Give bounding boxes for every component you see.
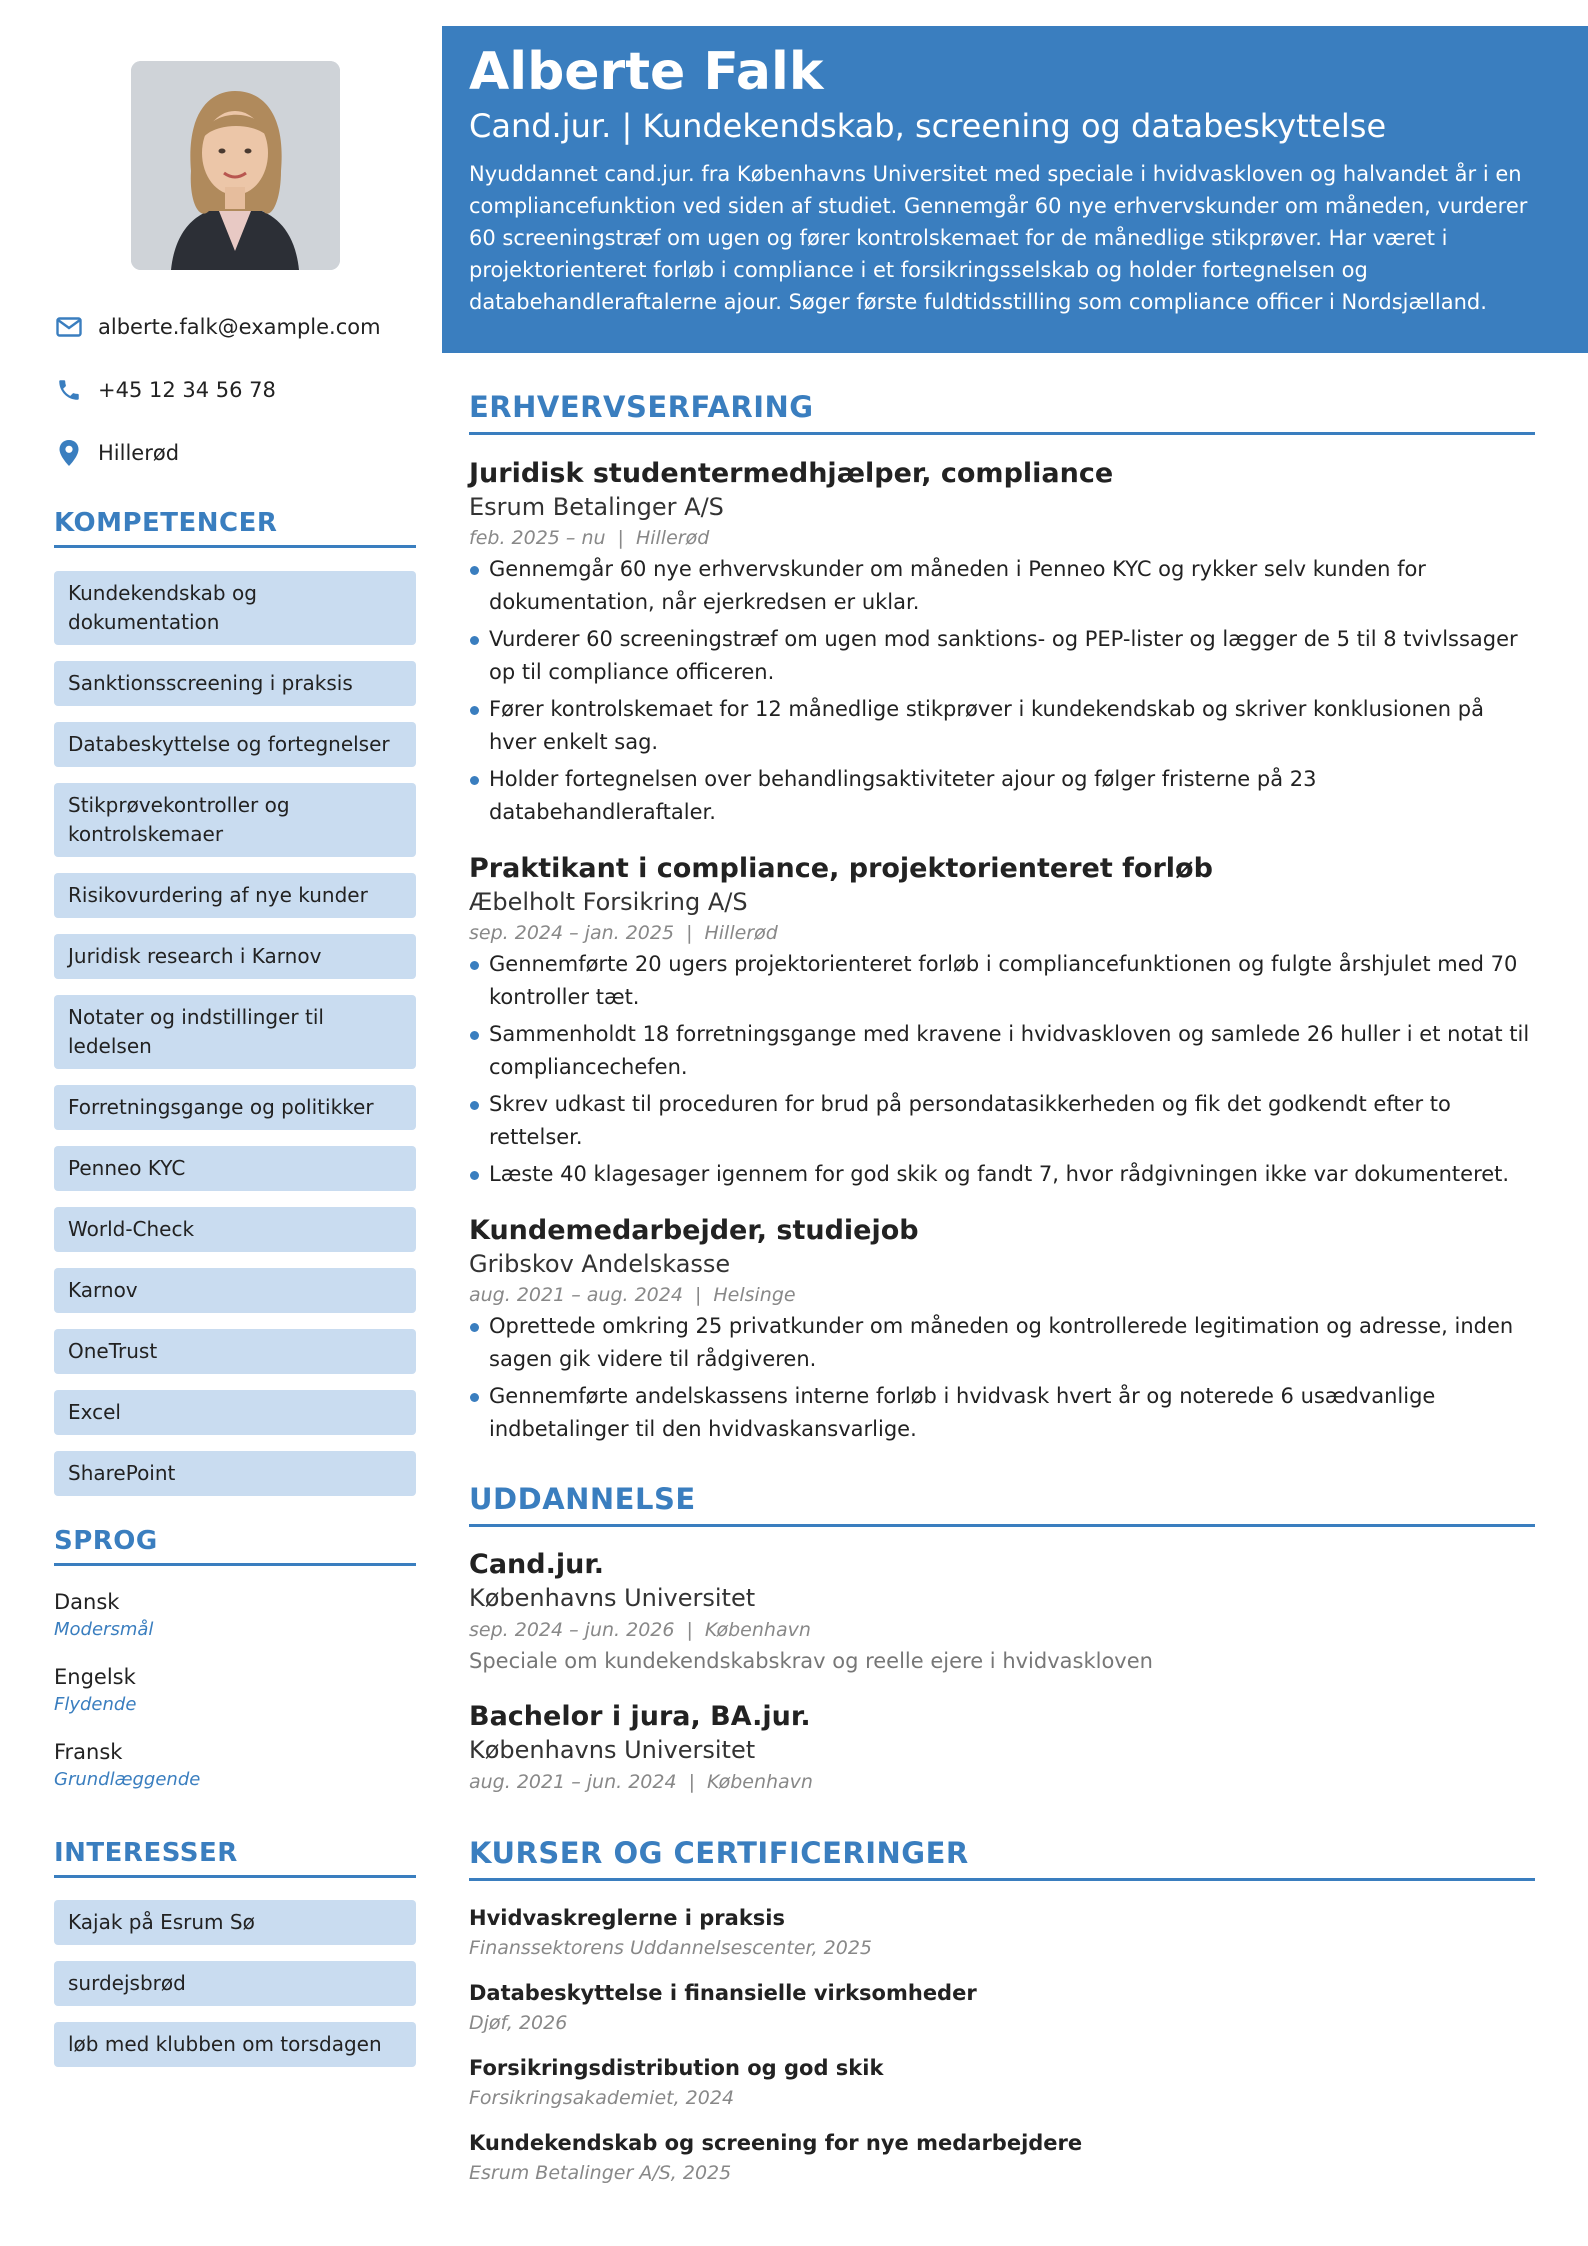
skill-chip: Stikprøvekontroller og kontrolskemaer [54,783,416,857]
meta-separator: | [686,1619,693,1641]
location-text: Hillerød [98,441,180,465]
skill-chip: Notater og indstillinger til ledelsen [54,995,416,1069]
language-item [54,1662,136,1718]
skill-chip: Risikovurdering af nye kunder [54,873,416,918]
job-bullet: Oprettede omkring 25 privatkunder om måneden og kontrollerede legitimation og adresse, inden sagen gik videre til rådgiveren. [469,1310,1535,1376]
meta-separator: | [617,527,624,549]
job-bullet: Gennemførte 20 ugers projektorienteret forløb i compliancefunktionen og fulgte årshjulet med 70 kontroller tæt. [469,948,1535,1014]
course-title: Kundekendskab og screening for nye medarbejdere [469,2131,1083,2155]
job-location: Hillerød [704,922,778,944]
job-company: Gribskov Andelskasse [469,1250,731,1278]
school-name: Københavns Universitet [469,1584,756,1612]
education-meta [469,1766,1535,1798]
language-level: Modersmål [54,1619,154,1640]
skill-chip: Sanktionsscreening i praksis [54,661,416,706]
job-bullet: Gennemgår 60 nye erhvervskunder om måneden i Penneo KYC og rykker selv kunden for dokumentation, når ejerkredsen er uklar. [469,553,1535,619]
contact-email[interactable] [54,312,416,342]
job-bullet: Vurderer 60 screeningstræf om ugen mod sanktions- og PEP-lister og lægger de 5 til 8 tvivlssager op til compliance officeren. [469,623,1535,689]
skill-chip: Kundekendskab og dokumentation [54,571,416,645]
course-title: Forsikringsdistribution og god skik [469,2056,884,2080]
education-period: aug. 2021 – jun. 2024 [469,1771,677,1793]
course-entry [469,2053,1535,2113]
interests-heading: INTERESSER [54,1838,416,1878]
job-company: Esrum Betalinger A/S [469,493,724,521]
job-location: Helsinge [713,1284,796,1306]
job-title: Juridisk studentermedhjælper, compliance [469,458,1114,489]
skill-chip: Forretningsgange og politikker [54,1085,416,1130]
education-description: Speciale om kundekendskabskrav og reelle ejere i hvidvaskloven [469,1649,1153,1673]
course-entry [469,2128,1535,2188]
education-entry [469,1548,1535,1676]
skill-chip: Karnov [54,1268,416,1313]
skill-chip: SharePoint [54,1451,416,1496]
person-name: Alberte Falk [469,42,824,102]
languages-heading: SPROG [54,1526,416,1566]
interest-chip: surdejsbrød [54,1961,416,2006]
experience-heading: ERHVERVSERFARING [469,390,1535,435]
course-meta: Djøf, 2026 [469,2012,568,2034]
profile-summary: Nyuddannet cand.jur. fra Københavns Universitet med speciale i hvidvaskloven og halvandet år i en compliancefunktion ved siden af studiet. Gennemgår 60 nye erhvervskunder om måneden, vurderer 60 screeningstræf om ugen og fører kontrolskemaet for de månedlige stikprøver. Har været i projektorienteret forløb i compliance i et forsikringsselskab og holder fortegnelsen og databehandleraftalerne ajour. Søger første fuldtidsstilling som compliance officer i Nordsjælland. [469,162,1528,314]
language-item [54,1737,200,1793]
language-name: Engelsk [54,1665,136,1689]
job-bullet: Sammenholdt 18 forretningsgange med kravene i hvidvaskloven og samlede 26 huller i et notat til compliancechefen. [469,1018,1535,1084]
job-meta [469,1280,1535,1310]
language-level: Flydende [54,1694,137,1715]
job-bullet: Læste 40 klagesager igennem for god skik og fandt 7, hvor rådgivningen ikke var dokumenteret. [469,1158,1535,1191]
degree-title: Bachelor i jura, BA.jur. [469,1701,811,1732]
job-bullet: Fører kontrolskemaet for 12 månedlige stikprøver i kundekendskab og skriver konklusionen på hver enkelt sag. [469,693,1535,759]
job-location: Hillerød [635,527,710,549]
interest-chip: Kajak på Esrum Sø [54,1900,416,1945]
header-banner [442,26,1588,353]
interest-chip: løb med klubben om torsdagen [54,2022,416,2067]
job-entry [469,457,1535,833]
job-bullet: Skrev udkast til proceduren for brud på persondatasikkerheden og fik det godkendt efter to rettelser. [469,1088,1535,1154]
interests-list [54,1900,416,2083]
meta-separator: | [686,922,693,944]
job-entry [469,1214,1535,1450]
course-title: Databeskyttelse i finansielle virksomheder [469,1981,977,2005]
education-entry [469,1700,1535,1798]
courses-heading: KURSER OG CERTIFICERINGER [469,1836,1535,1881]
job-meta [469,918,1535,948]
contact-phone[interactable] [54,375,416,405]
job-title: Praktikant i compliance, projektorienteret forløb [469,853,1213,884]
school-name: Københavns Universitet [469,1736,756,1764]
course-meta: Esrum Betalinger A/S, 2025 [469,2162,732,2184]
meta-separator: | [694,1284,702,1306]
language-level: Grundlæggende [54,1769,201,1790]
profile-photo [131,61,340,270]
skill-chip: Excel [54,1390,416,1435]
skills-list [54,571,416,1512]
skill-chip: OneTrust [54,1329,416,1374]
education-location: København [704,1619,811,1641]
language-name: Fransk [54,1740,123,1764]
skill-chip: World-Check [54,1207,416,1252]
contact-location [54,438,416,468]
phone-text: +45 12 34 56 78 [98,378,276,402]
job-bullet: Gennemførte andelskassens interne forløb i hvidvask hvert år og noterede 6 usædvanlige indbetalinger til den hvidvaskansvarlige. [469,1380,1535,1446]
meta-separator: | [688,1771,695,1793]
job-bullets [469,948,1535,1191]
skill-chip: Databeskyttelse og fortegnelser [54,722,416,767]
job-period: aug. 2021 – aug. 2024 [469,1284,683,1306]
language-item [54,1587,153,1643]
mail-icon [54,312,84,342]
education-period: sep. 2024 – jun. 2026 [469,1619,675,1641]
education-meta [469,1614,1535,1646]
course-meta: Forsikringsakademiet, 2024 [469,2087,735,2109]
job-company: Æbelholt Forsikring A/S [469,888,748,916]
degree-title: Cand.jur. [469,1549,605,1580]
education-location: København [706,1771,813,1793]
job-bullet: Holder fortegnelsen over behandlingsaktiviteter ajour og følger fristerne på 23 databehandleraftaler. [469,763,1535,829]
person-title: Cand.jur. | Kundekendskab, screening og databeskyttelse [469,107,1387,145]
portrait-illustration [131,61,340,270]
course-entry [469,1978,1535,2038]
skills-heading: KOMPETENCER [54,508,416,548]
location-pin-icon [54,438,84,468]
job-meta [469,523,1535,553]
job-bullets [469,1310,1535,1446]
education-heading: UDDANNELSE [469,1482,1535,1527]
course-meta: Finanssektorens Uddannelsescenter, 2025 [469,1937,873,1959]
course-title: Hvidvaskreglerne i praksis [469,1906,785,1930]
course-entry [469,1903,1535,1963]
email-text: alberte.falk@example.com [98,315,381,339]
language-name: Dansk [54,1590,120,1614]
skill-chip: Penneo KYC [54,1146,416,1191]
job-bullets [469,553,1535,829]
job-period: sep. 2024 – jan. 2025 [469,922,675,944]
job-title: Kundemedarbejder, studiejob [469,1215,919,1246]
phone-icon [54,375,84,405]
skill-chip: Juridisk research i Karnov [54,934,416,979]
job-period: feb. 2025 – nu [469,527,606,549]
job-entry [469,852,1535,1195]
